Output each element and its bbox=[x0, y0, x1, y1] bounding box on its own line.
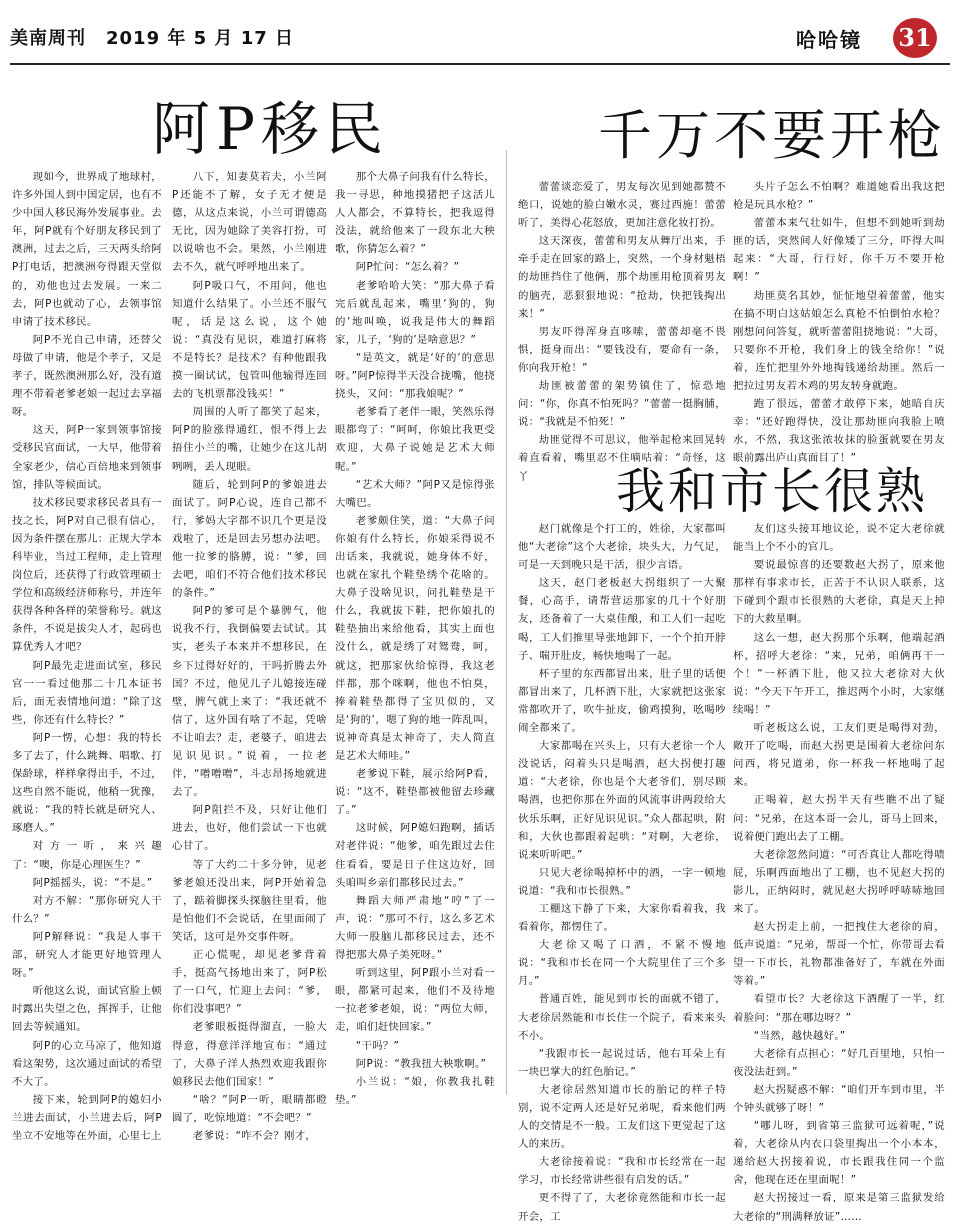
article-2-column-2 bbox=[733, 178, 945, 465]
article-3-column-1 bbox=[518, 520, 726, 1223]
paragraph: “我跟市长一起说过话，他右耳朵上有一块巴掌大的红色胎记。” bbox=[518, 1047, 726, 1078]
paragraph: 跑了很远，蕾蕾才敢停下来，她暗自庆幸：“还好跑得快，没让那劫匪向我脸上喷水，不然，我这张浓妆抹的脸蛋就要在男友眼前露出庐山真面目了！” bbox=[733, 398, 945, 465]
newspaper-name: 美南周刊 bbox=[10, 28, 86, 49]
page-number-badge: 31 bbox=[893, 18, 937, 58]
paragraph: 大家都喝在兴头上，只有大老徐一个人没说话，闷着头只是喝酒，赵大拐便打趣道：“大老徐，你也是个大老爷们，别尽顾喝酒，也把你那在外面的风流事讲两段给大伙乐乐啊，正好见识见识。”众人都起哄，附和，大伙也都跟着起哄：“对啊，大老徐，说来听听吧。” bbox=[518, 740, 726, 861]
paragraph: 这天，阿P一家到领事馆接受移民官面试，一大早，他带着全家老少，信心百倍地来到领事馆，排队等候面试。 bbox=[12, 424, 162, 491]
paragraph: 老爹眼板挺得溜直，一脸大得意，得意洋洋地宣布：“通过了，大鼻子洋人热烈欢迎我跟你娘移民去他们国家！” bbox=[172, 1021, 327, 1088]
article-2-column-1 bbox=[518, 178, 726, 483]
paragraph: 听到这里，阿P跟小兰对看一眼，都紧可起来，他们不及待地一拉老爹老娘，说：“两位大师，走，咱们赶快回家。” bbox=[335, 967, 495, 1034]
paragraph: 听老板这么说，工友们更是喝得对劲，敞开了吃喝，而赵大拐更是围着大老徐问东问西，将兄道弟，你一杯我一杯地喝了起来。 bbox=[733, 722, 945, 789]
paragraph: 老爹说：“咋不会？刚才， bbox=[192, 1129, 317, 1142]
paragraph: “艺术大师？”阿P又是惊得张大嘴巴。 bbox=[335, 478, 495, 509]
article-1-column-2 bbox=[172, 168, 327, 1142]
paragraph: 对方不解：“那你研究人干什么？” bbox=[12, 894, 162, 925]
column-divider bbox=[506, 150, 507, 1095]
article-1-column-3 bbox=[335, 168, 495, 1106]
article-title-a-p-immigration: 阿P移民 bbox=[152, 95, 390, 163]
paragraph: 阿P不光自己申请，还替父母做了申请，他是个孝子，又是孝子，既然澳洲那么好，没有道理不带着老爹老娘一起过去享福呀。 bbox=[12, 333, 162, 419]
paragraph: 这天深夜，蕾蕾和男友从舞厅出来，手牵手走在回家的路上，突然，一个身材魁梧的劫匪挡住了他俩，那个劫匪用枪顶着男友的脑壳，恶狠狠地说：“抢劫，快把钱掏出来！” bbox=[518, 235, 726, 320]
paragraph: 这时候，阿P媳妇跑啊，插话对老伴说：“他爹，咱先跟过去住住看看，要是日子住这边好，回头咱叫乡亲们都移民过去。” bbox=[335, 822, 495, 889]
paragraph: 现如今，世界成了地球村，许多外国人到中国定居，也有不少中国人移民海外发展事业。去年，阿P就有个好朋友移民到了澳洲，过去之后，三天两头给阿P打电话，把澳洲夸得跟天堂似的，劝他也过去发展。一来二去，阿P也就动了心，去领事馆申请了技术移民。 bbox=[12, 171, 162, 328]
paragraph: 大老徐又喝了口酒，不紧不慢地说：“我和市长在同一个大院里住了三个多月。” bbox=[518, 939, 726, 988]
paragraph: 阿P吸口气，不用问，他也知道什么结果了。小兰还不服气呢，话是这么说，这个她说：“真没有见识，难道打麻将不是特长？是技术？有种他跟我摸一圈试试，包管叫他输得连回去的飞机票都没钱买！” bbox=[172, 279, 327, 401]
paragraph: 阿P阻拦不及，只好让他们进去，也好，他们尝试一下也就心甘了。 bbox=[172, 804, 327, 853]
paragraph: “哪儿呀，到省第三监狱可远着呢，”说着，大老徐从内衣口袋里掏出一个小本本，递给赵大拐接着说，市长跟我住同一个监舍，他现在还在里面呢！” bbox=[733, 1120, 945, 1187]
paragraph: 阿P的心立马凉了，他知道看这架势，这次通过面试的希望不大了。 bbox=[12, 1039, 162, 1088]
paragraph: 阿P的爹可是个暴脾气，他说我不行，我倒偏要去试试。其实，老头子本来并不想移民，在乡下过得好好的，干吗折腾去外国？不过，他见儿子儿媳接连碰壁，脾气就上来了：“我还就不信了，这外国有啥了不起，凭啥不让咱去？走，老婆子，咱进去见识见识。”说着，一拉老伴，“噌噌噌”，斗志昂扬地就进去了。 bbox=[172, 605, 327, 799]
paragraph: 阿P说：“教我扭大秧歌啊。” bbox=[355, 1057, 487, 1070]
paragraph: 赵门就像是个打工的，姓徐，大家都叫他“大老徐”这个大老徐，块头大，力气足，可是一天到晚只是干活，很少言语。 bbox=[518, 523, 726, 572]
paragraph: 阿P一愣，心想：我的特长多了去了，什么跳舞、唱歌、打保龄球，样样拿得出手，不过，这些自然不能说，他稍一犹豫，就说：“我的特长就是研究人、琢磨人。” bbox=[12, 731, 162, 835]
paragraph: 友们这头接耳地议论，说不定大老徐就能当上个不小的官儿。 bbox=[733, 523, 945, 554]
paragraph: 男友吓得浑身直哆嗦，蕾蕾却毫不畏惧，挺身而出：“要钱没有，要命有一条，你向我开枪！” bbox=[518, 325, 726, 374]
paragraph: 小兰说：“娘，你教我扎鞋垫。” bbox=[335, 1075, 495, 1106]
paragraph: 大老徐忽然问道：“可否真让人都吃得啧屁，乐啊西面地出了工棚，也不见赵大拐的影儿，正纳闷时，就见赵大拐呼呼哧哧地回来了。 bbox=[733, 848, 945, 915]
paragraph: 正心慌呢，却见老爹背着手，挺高气扬地出来了，阿P松了一口气，忙迎上去问：“爹，你们没事吧？” bbox=[172, 949, 327, 1016]
paragraph: 八下，知妻莫若夫，小兰阿P还能不了解，女子无才便是德，从这点来说，小兰可谓德高无比，因为她除了美容打扮，可以说啥也不会。果然，小兰刚进去不久，就气呼呼地出来了。 bbox=[172, 171, 327, 274]
article-title-mayor: 我和市长很熟 bbox=[616, 463, 929, 520]
column-name: 哈哈镜 bbox=[796, 28, 862, 52]
masthead-rule bbox=[10, 63, 950, 65]
article-1-column-1 bbox=[12, 168, 162, 1142]
paragraph: 等了大约二十多分钟，见老爹老娘还没出来，阿P开始着急了，踮着脚探头探脑往里看，他是怕他们不会说话，在里面闹了笑话，这可是外交事件呀。 bbox=[172, 858, 327, 943]
paragraph: 老爹颇住笑，道：“大鼻子问你娘有什么特长，你娘采得说不出话来，我就说，她身体不好，也就在家扎个鞋垫绣个花啥的。大鼻子没啥见识，问扎鞋垫是干什么，我就拔下鞋，把你娘扎的鞋垫抽出来给他看，其实上面也没什么，就是绣了对鸳鸯，呵，就这，把那家伙给惊得，我这老伴都，那个咪啊，他也不怕臭，捧着鞋垫都得了宝贝似的，又是‘狗的’，嗯了狗的地一阵乱叫，说神奇真是太神奇了，夫人简直是艺术大师哇。” bbox=[335, 514, 495, 762]
paragraph: 周围的人听了都笑了起来，阿P的脸涨得通红，恨不得上去捂住小兰的嘴，让她少在这儿胡咧咧，丢人现眼。 bbox=[172, 406, 327, 473]
paragraph: 赵大拐疑惑不解：“咱们开车到市里，半个钟头就够了呀！” bbox=[733, 1083, 945, 1114]
paragraph: 老爹看了老伴一眼，笑然乐得眼都弯了：“呵呵，你娘比我更受欢迎，大鼻子说她是艺术大师呢。” bbox=[335, 406, 495, 473]
paragraph: 要说最惊喜的还要数赵大拐了，原来他那样有事求市长，正苦于不认识人联系，这下碰到个跟市长很熟的大老徐，真是天上掉下的大救星啊。 bbox=[733, 559, 945, 626]
paragraph: 老爹说下鞋，展示给阿P看，说：“这不，鞋垫都被他留去珍藏了。” bbox=[335, 768, 495, 817]
paragraph: 大老徐有点担心：“好几百里地，只怕一夜没法赶到。” bbox=[733, 1047, 945, 1078]
paragraph: 蕾蕾谈恋爱了，男友每次见到她都赞不绝口，说她的脸白嫩水灵，赛过西施！蕾蕾听了，美得心花怒放，更加注意化妆打扮。 bbox=[518, 181, 726, 230]
paragraph: 大老徐居然知道市长的胎记的样子特别，说不定两人还是好兄弟呢，看来他们两人的交情是不一般。工友们这下更觉起了这人的来历。 bbox=[518, 1083, 726, 1151]
paragraph: 对方一听，来兴趣了：“噢，你是心理医生？” bbox=[12, 840, 162, 871]
paragraph: 看望市长？大老徐这下酒醒了一半，红着脸问：“那在哪边呀？” bbox=[733, 993, 945, 1024]
paragraph: 杯子里的东西都冒出来，肚子里的话便都冒出来了，几杯酒下肚，大家就把这张家常都吹开了，吹牛扯皮，偷鸡摸狗，吆喝吵闹全都来了。 bbox=[518, 667, 726, 735]
paragraph: 那个大鼻子问我有什么特长，我一寻思，种地摸猪把子这活儿人人都会，不算特长，把我逗得没法，就给他来了一段东北大秧歌，你猜怎么着？” bbox=[335, 171, 495, 256]
paragraph: 技术移民要求移民者具有一技之长，阿P对自己很有信心，因为条件摆在那儿：正规大学本科毕业，当过工程师，走上管理岗位后，还获得了行政管理硕士学位和高级经济师称号，并连年获得各种各样的荣誉称号。就这条件，不说是拔尖人才，起码也算优秀人才吧？ bbox=[12, 496, 162, 654]
paragraph: 正喝着，赵大拐半天有些瞧不出了疑问：“兄弟，在这本哥一会儿，哥马上回来，说着便门跑出去了工棚。 bbox=[733, 794, 945, 843]
paragraph: 更不得了了，大老徐竟然能和市长一起开会，工 bbox=[518, 1192, 726, 1223]
paragraph: “是英文，就是‘好的’的意思呀。”阿P惊得半天没合拢嘴，他挠挠头，又问：“那我娘呢？” bbox=[335, 351, 495, 401]
paragraph: 这天，赵门老板赵大拐组织了一大聚餐，心高手，请帮营运那家的几十个好朋友，还备着了一大桌佳酿，和工人们一起吃喝，工人们推里导张地卸下，一个个拍开脖子、喘开肚皮，畅快地喝了一起。 bbox=[518, 577, 726, 662]
paragraph: 舞蹈大师严肃地“哼”了一声，说：“那可不行，这么多艺术大师一股脑儿都移民过去，还不得把那大鼻子美死呀。” bbox=[335, 894, 495, 962]
paragraph: 阿P最先走进面试室，移民官一一看过他那二十几本证书后，面无表情地问道：“除了这些，你还有什么特长？” bbox=[12, 659, 162, 726]
paragraph: “干吗？” bbox=[355, 1039, 400, 1052]
paragraph: 劫匪觉得不可思议，他举起枪来回晃转着直看着，嘴里忍不住嘀咕着：“奇怪，这丫 bbox=[518, 434, 726, 483]
article-title-dont-shoot: 千万不要开枪 bbox=[598, 104, 946, 167]
paragraph: 工棚这下静了下来，大家你看着我，我看着你，都愣住了。 bbox=[518, 902, 726, 934]
paragraph: 阿P忙问：“怎么着？” bbox=[355, 261, 460, 274]
paragraph: 阿P摇摇头，说：“不是。” bbox=[32, 876, 153, 889]
issue-date: 2019 年 5 月 17 日 bbox=[106, 28, 295, 49]
paragraph: 只见大老徐喝掉杯中的酒，一字一顿地说道：“我和市长很熟。” bbox=[518, 866, 726, 897]
paragraph: 赵大拐接过一看，原来是第三监狱发给大老徐的“刑满释放证”…… bbox=[733, 1192, 945, 1223]
paragraph: “啥？”阿P一听，眼睛都瞪圆了，吃惊地道：“不会吧？” bbox=[172, 1093, 327, 1124]
paragraph: 大老徐接着说：“我和市长经常在一起学习，市长经常讲些很有启发的话。” bbox=[518, 1156, 726, 1187]
paragraph: 头片子怎么不怕啊？难道她看出我这把枪是玩具水枪？” bbox=[733, 181, 945, 212]
paragraph: 劫匪被蕾蕾的架势镇住了，惊恐地问：“你，你真不怕死吗？”蕾蕾一挺胸脯，说：“我就是不怕死！” bbox=[518, 380, 726, 429]
paragraph: 赵大拐走上前，一把拽住大老徐的肩，低声说道：“兄弟，帮哥一个忙，你带哥去看望一下市长，礼物都准备好了，车就在外面等着。” bbox=[733, 921, 945, 988]
paragraph: 随后，轮到阿P的爹娘进去面试了。阿P心说，连自己都不行，爹妈大字都不识几个更是没戏啦了，还是回去另想办法吧。他一拉爹的胳膊，说：“爹，回去吧，咱们不符合他们技术移民的条件。” bbox=[172, 478, 327, 600]
paragraph: 普通百姓，能见到市长的面就不错了，大老徐居然能和市长住一个院子，看来来头不小。 bbox=[518, 993, 726, 1042]
article-3-column-2 bbox=[733, 520, 945, 1223]
paragraph: 老爹哈哈大笑：“那大鼻子看完后就乱起来，嘴里‘狗的，狗的’地叫唤，说我是伟大的舞蹈家，儿子，‘狗的’是啥意思？” bbox=[335, 279, 495, 346]
paragraph: 这么一想，赵大拐那个乐啊，他端起酒杯，招呼大老徐：“来，兄弟，咱俩再干一个！”一杯酒下肚，他又拉大老徐对大伙说：“今天下午开工，推迟两个小时，大家继续喝！” bbox=[733, 631, 945, 716]
paragraph: 劫匪莫名其妙，怔怔地望着蕾蕾，他实在搞不明白这姑娘怎么真枪不怕倒怕水枪？刚想问问答复，就听蕾蕾阻挠地说：“大哥，只要你不开枪，我们身上的钱全给你！”说着，连忙把里外外地掏钱递给劫匪。然后一把拉过男友若木鸡的男友转身就跑。 bbox=[733, 289, 945, 393]
paragraph: 阿P解释说：“我是人事干部，研究人才能更好地管理人呀。” bbox=[12, 930, 162, 980]
paragraph: 听他这么说，面试官脸上顿时露出失望之色，挥挥手，让他回去等候通知。 bbox=[12, 985, 162, 1034]
masthead bbox=[0, 0, 960, 62]
paragraph: 蕾蕾本来气壮如牛，但想不到她听到劫匪的话，突然间人好像矮了三分，吓得大叫起来：“大哥，行行好，你千万不要开枪啊！” bbox=[733, 217, 945, 284]
paragraph: “当然，越快越好。” bbox=[753, 1029, 846, 1042]
paragraph: 接下来，轮到阿P的媳妇小兰进去面试，小兰进去后，阿P坐立不安地等在外面，心里七上 bbox=[12, 1093, 162, 1142]
